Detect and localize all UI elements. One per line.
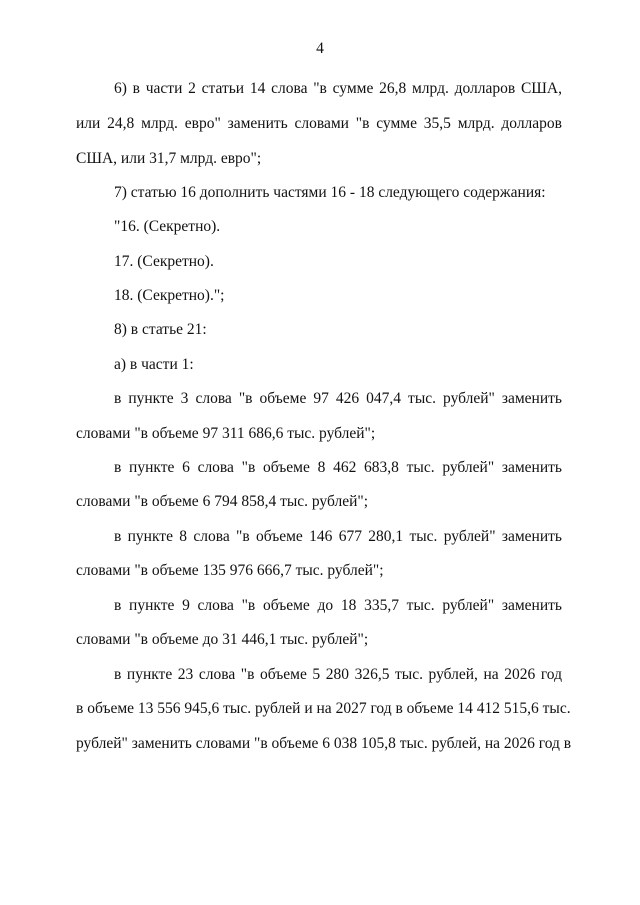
paragraph-line: 18. (Секретно)."; <box>114 287 225 304</box>
paragraph-line: словами "в объеме 135 976 666,7 тыс. рублей"; <box>76 562 384 579</box>
paragraph-line: в объеме 13 556 945,6 тыс. рублей и на 2027 год в объеме 14 412 515,6 тыс. <box>76 700 571 717</box>
paragraph-line: в пункте 6 слова "в объеме 8 462 683,8 тыс. рублей" заменить <box>114 459 562 476</box>
paragraph-line: 17. (Секретно). <box>114 253 214 270</box>
paragraph-line: в пункте 9 слова "в объеме до 18 335,7 тыс. рублей" заменить <box>114 597 562 614</box>
paragraph-line: словами "в объеме до 31 446,1 тыс. рублей"; <box>76 631 369 648</box>
page-number: 4 <box>316 40 324 57</box>
paragraph-line: в пункте 23 слова "в объеме 5 280 326,5 тыс. рублей, на 2026 год <box>114 666 562 683</box>
paragraph-line: рублей" заменить словами "в объеме 6 038 105,8 тыс. рублей, на 2026 год в <box>76 735 572 752</box>
paragraph-line: а) в части 1: <box>114 356 194 373</box>
paragraph-line: 8) в статье 21: <box>114 321 207 338</box>
paragraph-line: или 24,8 млрд. евро" заменить словами "в сумме 35,5 млрд. долларов <box>76 115 562 132</box>
paragraph-line: 7) статью 16 дополнить частями 16 - 18 следующего содержания: <box>114 184 546 201</box>
paragraph-line: словами "в объеме 6 794 858,4 тыс. рублей"; <box>76 493 369 510</box>
paragraph-line: США, или 31,7 млрд. евро"; <box>76 150 262 167</box>
paragraph-line: 6) в части 2 статьи 14 слова "в сумме 26,8 млрд. долларов США, <box>114 80 562 97</box>
paragraph-line: словами "в объеме 97 311 686,6 тыс. рублей"; <box>76 425 376 442</box>
paragraph-line: "16. (Секретно). <box>114 218 221 235</box>
paragraph-line: в пункте 8 слова "в объеме 146 677 280,1 тыс. рублей" заменить <box>114 528 562 545</box>
paragraph-line: в пункте 3 слова "в объеме 97 426 047,4 тыс. рублей" заменить <box>114 390 562 407</box>
